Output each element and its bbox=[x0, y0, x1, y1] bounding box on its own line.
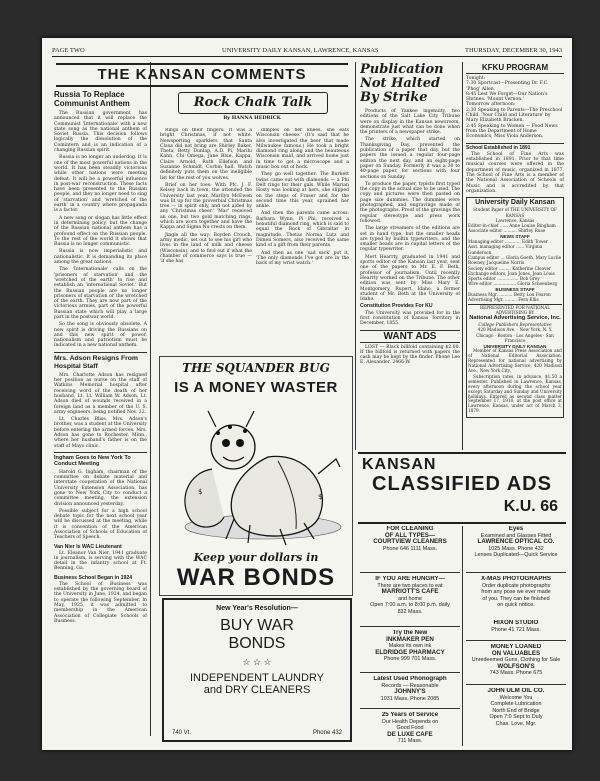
ad-line: DE LUXE CAFE bbox=[387, 730, 433, 738]
rock-chalk-byline: By HANNA HEDRICK bbox=[223, 115, 281, 121]
ad-line: Unredeemed Guns, Clothing for Sale bbox=[471, 657, 561, 664]
ad-line: MONEY LOANED bbox=[490, 644, 542, 650]
ad-line: on quick notice. bbox=[497, 602, 535, 609]
ad-line: JOHN ULM OIL CO. bbox=[487, 688, 545, 694]
page-header bbox=[52, 47, 562, 57]
ad-line: FOR CLEANING bbox=[386, 526, 434, 532]
national-ad-address: 420 Madison Ave. · New York, N. Y. bbox=[477, 327, 553, 333]
column-rule bbox=[150, 62, 151, 736]
ad-line: Eyes bbox=[508, 526, 524, 532]
squander-line-1: THE SQUANDER BUG bbox=[182, 361, 330, 375]
paragraph: Products of Yankee ingenuity, two editions of the Salt Lake City Tribune were on display in the Kansan newsroom, demonstrate just what can be done when the printers of a newspaper strike. bbox=[360, 109, 460, 136]
publication-headline: Publication Not Halted By Strike bbox=[360, 63, 444, 105]
ad-line: Phone 999 701 Mass. bbox=[383, 656, 437, 663]
staff-line: Exchange editors, Joan Jones, Jean Louis bbox=[468, 270, 555, 276]
ad-line: X-MAS PHOTOGRAPHS bbox=[480, 576, 552, 582]
business-headline: Business School Began in 1924 bbox=[54, 574, 133, 581]
ad-line: JOHNNY'S bbox=[394, 688, 426, 696]
dry-cleaners-line: and DRY CLEANERS bbox=[203, 684, 311, 696]
classified-banner bbox=[358, 452, 566, 524]
national-ad-cities: Chicago · Boston · Los Angeles · San Francisco bbox=[476, 332, 554, 343]
paragraph: The strike, which started on Thanksgiving Day, prevented the publication of a paper that day, but the papers the issued a regular four-page edition the next day, and an eight-page paper on Sunday. Formerly it was a 30 to 40-page paper, for sections with four sections on Sunday. bbox=[360, 137, 460, 180]
vannier-headline: Van Nier Is WAC Lieutenant bbox=[54, 543, 122, 550]
classified-ad bbox=[466, 620, 566, 641]
masthead-sub2: Lawrence, Kansas bbox=[495, 217, 535, 223]
publication-article bbox=[360, 109, 460, 302]
buy-war-bonds-ad bbox=[162, 598, 352, 742]
ad-line: Phone 41 721 Mass. bbox=[491, 626, 541, 633]
classified-phone: K.U. 66 bbox=[503, 498, 558, 515]
want-ads-body: LOST — Black billfold containing $2.00. If the billfold is returned with papers the cash may be kept by the finder. Phone Lee E. Alexander, 2466-W. bbox=[360, 344, 460, 366]
schedule-line: Tonight: bbox=[466, 76, 486, 81]
schedule-line: 2:45 Speaking to Women — Food News from the Department of Home Economics, Miss Viola Anderson. bbox=[466, 123, 558, 140]
paragraph: A new song or slogan has little effect in determining policy, but the change of the Russian national anthem has a profound effect on the Russian people. To the rest of the world it shows that Russia is no longer communistic. bbox=[54, 215, 147, 248]
column-1 bbox=[54, 90, 147, 742]
ad-line: Latest Used Phonograph bbox=[373, 676, 447, 682]
ad-line: and home bbox=[398, 595, 422, 602]
paragraph: And then the parents came across: Barbara Wynn, Pi Phi, received a beautiful diamond ring, which is said to equal the Rock of Gibraltar in magnitude. Thetas Norma Lutz and Dimen Somers, also received the same kind of a gift from their parents. bbox=[256, 211, 349, 249]
national-ad-name: National Advertising Service, Inc. bbox=[469, 315, 561, 322]
paragraph: Mert Hearrty, graduated in 1941 and sports editor of the Kansan last year, sent one of the papers to Mr. E. F. Beth, professor of journalism. Until recently Hearrty worked on the Tribune. The other edition was sent by Miss Mary E. Montgomery, Rupert, Idaho, a former student of Mr. Beth at the University of Idaho. bbox=[360, 254, 460, 303]
staff-line: Campus editor ... Gloria Goeth, Mary Lucile Rowney, Jacqueline Norris bbox=[468, 254, 562, 266]
paragraph: Rings on their fingers: It was a bright Christmas, if not white. Newsporting sparklers that Santa Claus did not bring are Shirley Baker, Theta, Betty Dunlap, A.D. Pi, Marilu Kahn, Chi Omega, Jane Blue, Kappa, Claire Arnold, Ruth Ellefson and Suzanne Schmidt, Corbin hall. Watch definitely puts them on the ineligible list for the rest of you wolves. bbox=[160, 128, 252, 181]
laundry-address: 740 Vt. bbox=[172, 730, 192, 736]
classified-ad bbox=[466, 688, 566, 746]
ad-line: LAWRENCE OPTICAL CO. bbox=[477, 538, 555, 546]
business-staff-head: BUSINESS STAFF bbox=[495, 286, 535, 292]
page-number: PAGE TWO bbox=[52, 47, 85, 54]
classified-ad bbox=[360, 712, 460, 746]
column-rule bbox=[462, 62, 463, 450]
rock-chalk-right bbox=[256, 128, 349, 350]
column-5 bbox=[466, 63, 564, 483]
ad-line: 832 Mass. bbox=[397, 608, 423, 615]
ad-line: IF YOU ARE HUNGRY— bbox=[375, 576, 445, 582]
rock-chalk-left bbox=[160, 128, 252, 350]
resolution-line: New Year's Resolution— bbox=[216, 605, 298, 612]
comments-banner: THE KANSAN COMMENTS bbox=[56, 63, 348, 87]
ad-line: Open 7:0 Sept to Duly bbox=[489, 714, 543, 721]
staff-line: Asst. managing editor ...... Virginia Gunderson bbox=[468, 244, 543, 255]
ad-line: Open 7:00 a.m. to 8:00 p.m. daily bbox=[370, 602, 450, 609]
paragraph: Harold G. Ingham, chairman of the committee on debate material and interstate cooperation of the National University Extension Association, has gone to New York City to conduct a committee meeting, the extension division announced yesterday. bbox=[54, 469, 147, 507]
russia-article bbox=[54, 111, 147, 349]
staff-line: Advertising Mgr. ......... Fern Ellis bbox=[468, 297, 539, 303]
paragraph: The School of Business was established by the governing board of the University in June, 1924, and began to operate the following September. In May, 1925, it was admitted to membership in the American Association of Collegiate Schools of Business. bbox=[54, 581, 147, 624]
editor-list bbox=[468, 223, 562, 234]
paragraph: And then as one 'sad sack' put it, 'The only diamonds I've got are in the back of my wrist watch.' bbox=[256, 250, 349, 267]
ad-line: 743 Mass. Phone 675 bbox=[489, 670, 543, 677]
laundry-line: INDEPENDENT LAUNDRY bbox=[189, 672, 325, 684]
classified-ad bbox=[360, 630, 460, 673]
constitution-article: The University was provided for in the first constitution of Kansas Territory in December, 1855. bbox=[360, 310, 460, 327]
paragraph: Lt. Charles Bliss, Mrs. Adson's brother, was a student at the University before entering the armed forces. Mrs. Adson has gone to Rochester, Minn., where her husband's father is on the staff of Mayo clinic. bbox=[54, 417, 147, 449]
masthead-box bbox=[466, 197, 564, 418]
ad-line: Chas. Love, Mgr. bbox=[495, 720, 537, 727]
fine-arts-headline: School Established in 1891 bbox=[466, 143, 564, 151]
rock-chalk-title-box bbox=[160, 90, 344, 124]
classified-title-1: KANSAN bbox=[362, 456, 437, 473]
schedule-line: 8:45 Lest We Forget—Our Nation's Shrines. 'Mount Vernon.' bbox=[466, 91, 548, 103]
classified-ad bbox=[360, 526, 460, 573]
classified-ad bbox=[466, 644, 566, 685]
ad-line: 1031 Mass. Phone 2085 bbox=[380, 695, 440, 702]
ad-line: Our Health Depends on bbox=[381, 718, 439, 725]
ad-line: Makes its own ink bbox=[388, 643, 432, 650]
svg-text:$: $ bbox=[318, 493, 323, 501]
ad-line: Examined and Glasses Fitted bbox=[480, 532, 552, 539]
rock-chalk-title: Rock Chalk Talk bbox=[178, 92, 328, 114]
column-4 bbox=[360, 63, 460, 483]
schedule-line: Tomorrow afternoon: bbox=[466, 102, 516, 108]
newspaper-page bbox=[42, 38, 572, 750]
adson-article bbox=[54, 373, 147, 449]
ad-line: Phone 646 1111 Mass. bbox=[382, 545, 438, 552]
ad-line: ELDRIDGE PHARMACY bbox=[375, 648, 445, 656]
schedule-line: 7:30 Sportcast—Presenting Dr. F.C. 'Phog' Allen. bbox=[466, 81, 549, 92]
paragraph: To produce the paper, typists first typed the copy in the actual size to be used. The copy and pictures were then pasted on page size dummies. The dummies were photographed, and engravings made of the photographs. Proof of the gravings the regular stereotype and press work followed. bbox=[360, 181, 460, 224]
ad-line: Try the New bbox=[392, 630, 428, 636]
paragraph: Lt. Eleanor Van Nier, 1941 graduate in journalism, is serving with the WAC detail in the infantry school at Ft. Benning, Ga. bbox=[54, 550, 147, 572]
ad-line: of you. They can be finished bbox=[482, 595, 550, 602]
ad-line: 711 Mass. bbox=[397, 738, 423, 745]
paragraph: dimples on her knees, she eats Wisconsin cheese.' (It's said that he also investigated the beer that made Milwaukee famous.) He took a bright diamond ring along and the beauteous Wisconsin maid, and arrived home just in time to get a microscope and a music box out of hock. bbox=[256, 128, 349, 171]
classified-divider bbox=[462, 526, 463, 746]
ad-line: Welcome You bbox=[499, 694, 533, 701]
constitution-headline: Constitution Provides For KU bbox=[360, 303, 433, 310]
ad-line: from any pose we ever made bbox=[481, 589, 551, 596]
ad-line: Good Food bbox=[396, 725, 424, 732]
press-head: UNIVERSITY DAILY KANSAN bbox=[483, 344, 547, 350]
staff-line: Associate editor .......... Shirley Ruse bbox=[468, 228, 546, 234]
schedule-line: 2:30 Speaking to Parents—The Preschool Child. 'Your Child and Literature' by Mary Elizabeth Bracken. bbox=[466, 107, 563, 124]
ad-line: 25 Years of Service bbox=[381, 712, 439, 718]
classified-title-2: CLASSIFIED ADS bbox=[372, 473, 552, 495]
staff-line: Managing editor ............ Edith Tower bbox=[468, 239, 548, 245]
masthead-line: UNIVERSITY DAILY KANSAN, LAWRENCE, KANSAS bbox=[222, 47, 379, 54]
ad-line: ON VALUABLES bbox=[491, 649, 541, 657]
paragraph: So the song is obviously obsolete. A new spirit is driving the Russians on and this new spirit of power, nationalism and patriotism must be indicated in a new national anthem. bbox=[54, 322, 147, 349]
paragraph: Possible subject for a high school debate topic for the next school year will be discussed at the meeting, while it is convention of the American Association of Schools of Education of Teachers of Speech. bbox=[54, 508, 147, 541]
ad-line: INKMAKER PEN bbox=[386, 635, 434, 643]
star-row: ☆ ☆ ☆ bbox=[242, 657, 272, 667]
ad-line: COURTVIEW CLEANERS bbox=[373, 538, 447, 546]
masthead-sub: Student Paper of THE UNIVERSITY OF KANSAS bbox=[473, 207, 557, 218]
news-staff-list bbox=[468, 239, 562, 287]
ad-line: There are two places to eat bbox=[377, 582, 443, 589]
paragraph: Russia is now imperialistic and nationalistic. It is demanding its place among the great nations. bbox=[54, 249, 147, 266]
squander-line-2: IS A MONEY WASTER bbox=[174, 379, 338, 396]
subscription-body: Subscription rates, in advance, $1.50 a semester. Published in Lawrence, Kansas, every afternoon during the school year except Saturday and Sunday and University holidays. Entered as second class matter September 17, 1910, at the post office at Lawrence, Kansas, under act of March 3, 1879. bbox=[468, 374, 562, 414]
press-body: Member of Kansas Press Association and of National Editorial Association. Represented for national advertising by National Advertising Service, 420 Madison Ave., New York City. bbox=[468, 348, 562, 373]
ad-line: HIXON STUDIO bbox=[493, 620, 539, 626]
ad-line: 1025 Mass. Phone 432 bbox=[488, 545, 544, 552]
ad-line: North End of Bridge bbox=[492, 707, 540, 714]
issue-date: THURSDAY, DECEMBER 30, 1943 bbox=[465, 47, 562, 54]
ingham-headline: Ingham Goes to New York To Conduct Meeting bbox=[54, 452, 147, 468]
staff-line: Wire editor ................. Gloria Schoenberg bbox=[468, 281, 558, 287]
ad-line: Records — Reasonable bbox=[381, 682, 439, 689]
paragraph: Brief on her toes: With Pfc. J. F. Kelsey back in town, the attended the University last year, Marilyn McEwen was lit up for the proverbial Christmas tree — in spirit only, and not aided by any 'Christmas cheer.' 'Mac' received an one, but two gold matching rings, which are worn together and have the Kappa and Sigma Nu crests on them. bbox=[160, 182, 252, 231]
business-article bbox=[54, 582, 147, 624]
business-staff-list bbox=[468, 292, 562, 303]
buy-war-line: BUY WAR bbox=[220, 617, 294, 634]
kfku-schedule bbox=[466, 76, 564, 140]
paragraph: They go well together: The Burkett twins came out with diamonds — a Phi Delt rings for their gals. While Marian Hosty was looking at hers, she slipped on the steps of Fraser and for the second time this year, sprained her ankle. bbox=[256, 172, 349, 210]
kfku-title: KFKU PROGRAM bbox=[466, 63, 564, 74]
squander-line-3: Keep your dollars in bbox=[193, 551, 319, 564]
russia-headline: Russia To Replace Communist Anthem bbox=[54, 90, 130, 108]
paragraph: Mrs. Charlotte Adson has resigned her position as nurse on the staff of Watkins Memorial hospital after receiving word of the death of her husband, Lt. Lt. William W. Adson. Lt. Adson died of wounds received in a foreign land as a member of the U. S. army engineers, being notified Nov. 22. bbox=[54, 372, 147, 415]
squander-line-4: WAR BONDS bbox=[176, 564, 336, 591]
column-rule bbox=[355, 62, 356, 450]
classified-ad bbox=[466, 526, 566, 573]
fine-arts-article: The School of Fine Arts was established in 1891. Prior to that time musical courses were offered in the department of music, organized in 1877. The School of Fine Arts is a member of the National Association of Schools of Music and is accredited by that organization. bbox=[466, 151, 564, 194]
classified-ad bbox=[360, 676, 460, 709]
staff-line: Society editor ......... Katherine Cleaver bbox=[468, 265, 551, 271]
paragraph: Russia is no longer an underdog. It is one of the most powerful nations in the world. It has been steadily victorious while other nations were meeting defeat. It will be a powerful influence in post-war reconstruction. These facts have been presented to the Russian people, and they no longer need to sing of 'starvation' and 'wretched of the earth' in a country where propaganda is a factor. bbox=[54, 155, 147, 214]
classified-ad bbox=[360, 576, 460, 627]
staff-line: Business Mgr. .......... Betty Lou Fearon bbox=[468, 291, 551, 297]
ingham-article bbox=[54, 470, 147, 541]
squander-bug-ad bbox=[159, 356, 353, 596]
ad-line: OF ALL TYPES— bbox=[384, 531, 436, 539]
paragraph: The large streamers of the editions are set in hand type, but the smaller heads are typed by builtin typewriters, and the smaller heads are in capital letters of the regular typewriter. bbox=[360, 226, 460, 253]
ad-line: Complete Lubrication bbox=[490, 701, 542, 708]
masthead-title: University Daily Kansan bbox=[475, 199, 555, 207]
paragraph: The 'Internationale' calls on the 'prisoners of starvation' and the 'wretched of the earth' to rise and establish an 'international Soviet.' But the Russian people are no longer prisoners of starvation or the wretched of the earth. They are now part of the victorious armies, part of the powerful Russian state which will play a large part in the postwar world. bbox=[54, 267, 147, 320]
national-ad-head: REPRESENTED FOR NATIONAL ADVERTISING BY bbox=[468, 304, 562, 316]
paragraph: Jingle all the way: Boyden Crouch, army medic, set out to see his girl who lives in the land of milk and cheese (Wisconsin), and to find out if what the chamber of commerce says is true — 'if she has bbox=[160, 232, 252, 265]
squander-bug-illustration bbox=[168, 399, 344, 547]
ad-line: MARRIOTT'S CAFE bbox=[381, 588, 439, 596]
staff-line: Sports editor ................ Bob Grey bbox=[468, 276, 540, 282]
news-staff-head: NEWS STAFF bbox=[500, 233, 530, 239]
bonds-line: BONDS bbox=[228, 635, 286, 652]
national-ad-sub: College Publishers Representative bbox=[478, 321, 552, 327]
staff-line: Editor-in-chief ...... Anne Louise Bingham bbox=[468, 223, 556, 229]
vannier-article bbox=[54, 551, 147, 572]
ad-line: WOLFSON'S bbox=[497, 662, 535, 670]
want-ads-title: WANT ADS bbox=[360, 330, 460, 343]
classified-ad bbox=[466, 576, 566, 618]
adson-headline: Mrs. Adson Resigns From Hospital Staff bbox=[54, 352, 147, 371]
ad-line: Order duplicate photographs bbox=[481, 582, 551, 589]
laundry-phone: Phone 432 bbox=[312, 730, 342, 736]
ad-line: Lenses Duplicated—Quick Service bbox=[474, 552, 558, 559]
paragraph: The Russian government has announced that it will replace the Communist 'Internationale' with a new state song as the national anthem of Soviet Russia. This decision follows logically the dissolution of the Comintern and is an indication of a changing Russian spirit. bbox=[54, 111, 147, 154]
svg-text:$: $ bbox=[198, 488, 203, 496]
